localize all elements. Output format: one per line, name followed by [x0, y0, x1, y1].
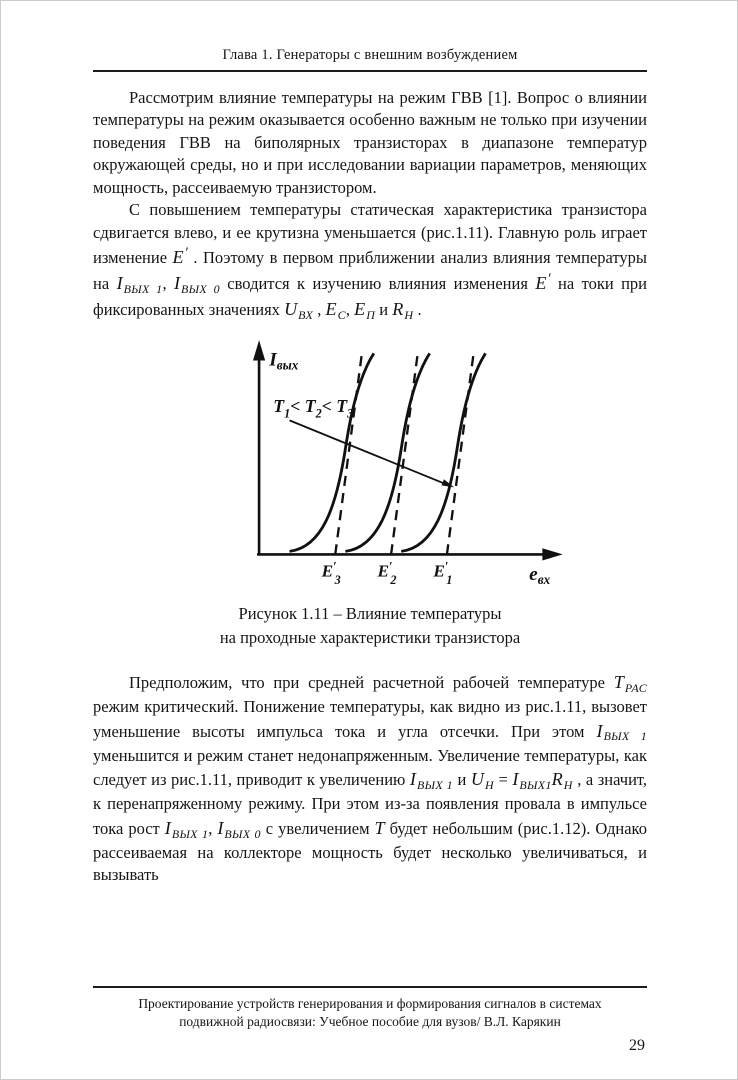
math-var: $I_{ВЫХ 1}$	[116, 272, 163, 296]
header-rule	[93, 70, 647, 72]
math-var: $I_{ВЫХ 0}$	[217, 817, 261, 841]
text-run: ,	[208, 818, 218, 838]
label-e3: E′ 3	[321, 559, 341, 588]
math-var: $U_{ВХ}$	[284, 299, 314, 322]
y-axis-arrowhead	[253, 340, 265, 360]
dashed-line-e3	[335, 356, 361, 555]
text-run: , а значит, к перенапряженному режиму. При этом из-за появления провала в импульсе тока рост	[93, 770, 647, 838]
page-content	[93, 87, 647, 887]
text-run: ,	[162, 273, 174, 293]
text-run: режим критический. Понижение температуры, как видно из рис.1.11, вызовет уменьшение высоты импульса тока и угла отсечки. При этом	[93, 697, 647, 741]
figure-caption-line1: Рисунок 1.11 – Влияние температуры	[238, 604, 502, 624]
x-axis-label: $e_{вх}$	[529, 563, 551, 588]
text-run: С повышением температуры статическая характеристика транзистора сдвигается влево, и ее крутизна уменьшается (рис.1.11). Главную роль играет изменение	[93, 200, 647, 268]
footer-line1: Проектирование устройств генерирования и формирования сигналов в системах	[138, 996, 602, 1012]
chapter-header: Глава 1. Генераторы с внешним возбуждением	[222, 47, 518, 63]
math-var: $I_{ВЫХ1}$	[512, 769, 552, 792]
paragraph-1	[93, 87, 647, 199]
transistor-characteristics-chart	[188, 335, 584, 589]
dashed-line-e2	[391, 356, 417, 555]
label-e2: E′ 2	[377, 559, 397, 588]
text-run: будет небольшим (рис.1.12). Однако рассеиваемая на коллекторе мощность будет несколько увеличиваться, и вызывать	[93, 818, 647, 885]
paragraph-3	[93, 670, 647, 887]
math-var: E′	[172, 245, 188, 268]
text-run: на токи при фиксированных значениях	[93, 273, 648, 320]
figure-1-11	[93, 335, 647, 594]
text-run: и	[375, 300, 393, 320]
math-var: $E_П$	[354, 299, 376, 322]
footer-line2: подвижной радиосвязи: Учебное пособие для вузов/ В.Л. Карякин	[179, 1014, 561, 1030]
math-var: $I_{ВЫХ 0}$	[174, 272, 220, 296]
math-var: $R_Н$	[551, 769, 573, 792]
text-run: уменьшится и режим станет недонапряженным. Увеличение температуры, как следует из рис.1.11, приводит к увеличению	[93, 745, 647, 790]
dashed-line-e1	[447, 356, 473, 555]
curve-t3	[290, 354, 374, 552]
text-run: Рассмотрим влияние температуры на режим ГВВ [1]. Вопрос о влиянии температуры на режим оказывается особенно важным не только при изучении поведения ГВВ на биполярных транзисторах в диапазоне температур окружающей среды, но и при исследовании вариации параметров, меняющих мощность, рассеиваемую транзистором.	[93, 88, 647, 197]
text-run: . Поэтому в первом приближении анализ влияния температуры на	[93, 248, 647, 293]
figure-caption-line2: на проходные характеристики транзистора	[219, 628, 521, 648]
text-run: сводится к изучению влияния изменения	[219, 273, 536, 293]
math-var: $I_{ВЫХ 1}$	[164, 817, 209, 841]
label-e1: E′ 1	[433, 559, 453, 588]
temperature-annotation: $T_1< T_2< T_3$	[273, 396, 354, 421]
page-footer	[93, 986, 647, 1055]
text-run: =	[493, 770, 513, 790]
paragraph-2	[93, 199, 647, 323]
text-run: .	[413, 300, 422, 320]
text-run: и	[452, 770, 471, 790]
y-axis-label: $I_{вых}$	[269, 349, 299, 373]
x-axis-arrowhead	[542, 548, 562, 560]
math-var: E′	[535, 270, 551, 293]
text-run: Предположим, что при средней расчетной рабочей температуре	[129, 673, 614, 693]
temperature-arrow-line	[290, 421, 443, 484]
math-var: $R_Н$	[392, 299, 414, 322]
text-run: ,	[313, 300, 326, 320]
page-number: 29	[629, 1037, 645, 1054]
math-var: $I_{ВЫХ 1}$	[409, 769, 453, 792]
text-run: ,	[345, 300, 355, 320]
math-var: T	[374, 817, 385, 838]
math-var: $U_Н$	[470, 769, 494, 792]
math-var: $E_С$	[325, 299, 346, 322]
footer-rule	[93, 986, 647, 988]
figure-caption	[93, 602, 647, 650]
math-var: $I_{ВЫХ 1}$	[596, 720, 647, 744]
math-var: $T_{РАС}$	[613, 672, 647, 695]
text-run: с увеличением	[260, 818, 375, 838]
